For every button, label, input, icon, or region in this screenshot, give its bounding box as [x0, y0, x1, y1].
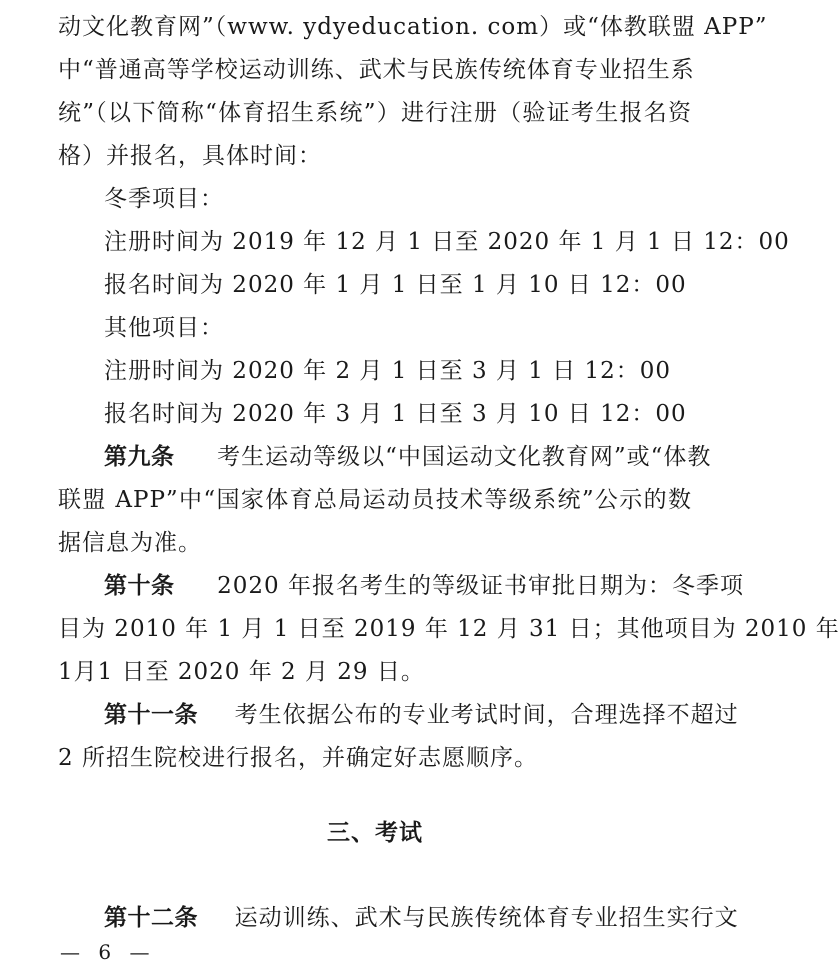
- article-10: [104, 571, 744, 601]
- article-11-title: 第十一条: [104, 702, 198, 728]
- paragraph-line: 据信息为准。: [58, 530, 202, 556]
- other-label: 其他项目：: [104, 315, 224, 341]
- article-12-title: 第十二条: [104, 905, 198, 931]
- paragraph-line: 2 所招生院校进行报名，并确定好志愿顺序。: [58, 745, 538, 771]
- paragraph-line: 1月1 日至 2020 年 2 月 29 日。: [58, 659, 425, 685]
- other-register-time: 注册时间为 2020 年 2 月 1 日至 3 月 1 日 12：00: [104, 358, 672, 384]
- article-12: [104, 903, 739, 933]
- winter-register-time: 注册时间为 2019 年 12 月 1 日至 2020 年 1 月 1 日 12：00: [104, 229, 790, 255]
- article-10-title: 第十条: [104, 573, 175, 599]
- paragraph-line: 目为 2010 年 1 月 1 日至 2019 年 12 月 31 日；其他项目为 2010 年: [58, 616, 840, 642]
- article-9-text: 考生运动等级以“中国运动文化教育网”或“体教: [217, 444, 712, 470]
- section-heading: 三、考试: [327, 820, 423, 846]
- article-10-text: 2020 年报名考生的等级证书审批日期为：冬季项: [217, 573, 744, 599]
- paragraph-line: 中“普通高等学校运动训练、武术与民族传统体育专业招生系: [58, 57, 695, 83]
- article-11-text: 考生依据公布的专业考试时间，合理选择不超过: [234, 702, 739, 728]
- paragraph-line: 动文化教育网”（www. ydyeducation. com）或“体教联盟 APP”: [58, 14, 768, 40]
- article-12-text: 运动训练、武术与民族传统体育专业招生实行文: [234, 905, 739, 931]
- article-11: [104, 700, 739, 730]
- other-signup-time: 报名时间为 2020 年 3 月 1 日至 3 月 10 日 12：00: [104, 401, 687, 427]
- paragraph-line: 统”（以下简称“体育招生系统”）进行注册（验证考生报名资: [58, 100, 692, 126]
- winter-signup-time: 报名时间为 2020 年 1 月 1 日至 1 月 10 日 12：00: [104, 272, 687, 298]
- page-number: — 6 —: [60, 940, 156, 964]
- article-9: [104, 442, 712, 472]
- article-9-title: 第九条: [104, 444, 175, 470]
- paragraph-line: 格）并报名，具体时间：: [58, 143, 322, 169]
- winter-label: 冬季项目：: [104, 186, 224, 212]
- paragraph-line: 联盟 APP”中“国家体育总局运动员技术等级系统”公示的数: [58, 487, 692, 513]
